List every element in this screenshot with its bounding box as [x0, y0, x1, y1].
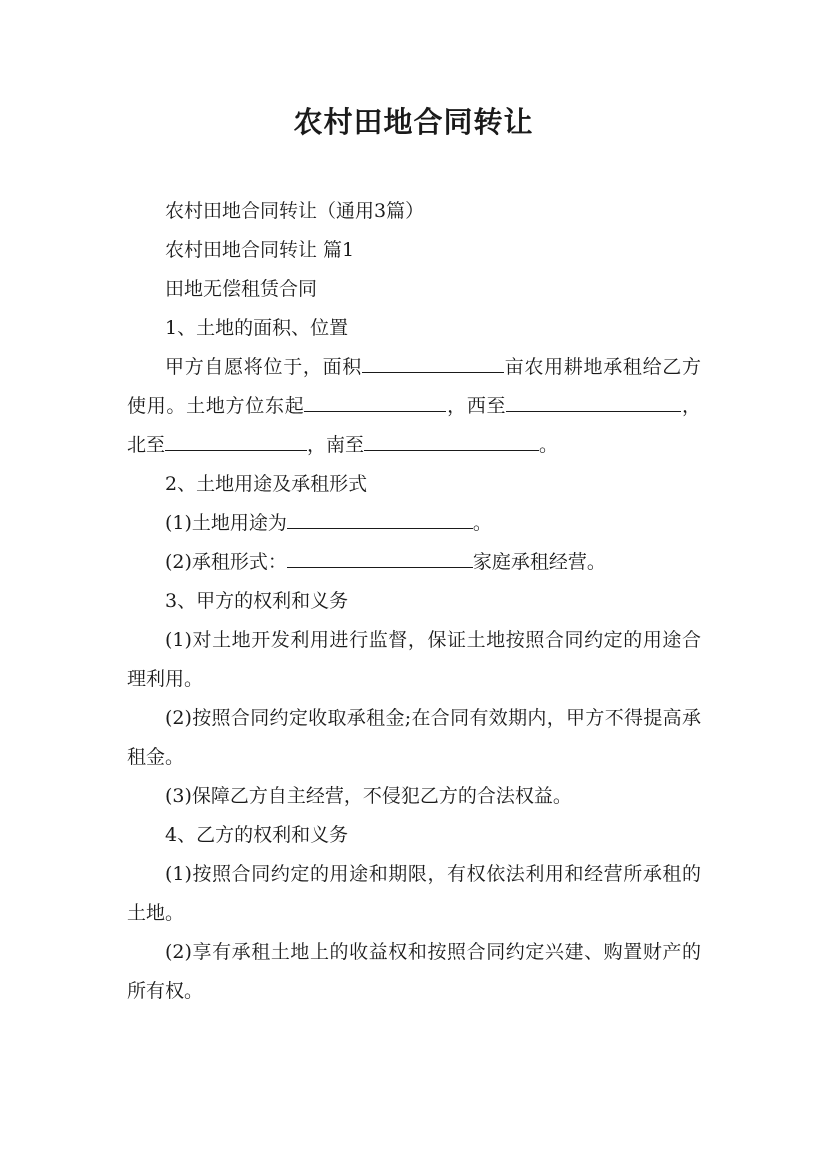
section-3-heading: 3、甲方的权利和义务	[165, 590, 349, 612]
section-3-item-3: (3)保障乙方自主经营，不侵犯乙方的合法权益。	[165, 785, 572, 807]
intro-line: 农村田地合同转让（通用3篇）	[165, 200, 425, 222]
contract-name: 田地无偿租赁合同	[165, 278, 318, 300]
s2-item2-end: 家庭承租经营。	[472, 551, 606, 573]
s1-text-e: ，南至	[307, 434, 365, 456]
east-boundary-blank	[304, 387, 446, 412]
south-boundary-blank	[364, 426, 539, 451]
section-4-heading: 4、乙方的权利和义务	[165, 824, 349, 846]
s1-text-a: 甲方自愿将位于，面积	[165, 356, 362, 378]
area-blank	[362, 348, 504, 373]
section-4-item-2: (2)享有承租土地上的收益权和按照合同约定兴建、购置财产的所有权。	[127, 941, 701, 1002]
document-body	[127, 192, 701, 1011]
part-heading: 农村田地合同转让 篇1	[165, 239, 355, 261]
section-2-item-2	[127, 543, 701, 582]
s2-item2-label: (2)承租形式：	[165, 551, 287, 573]
lease-form-blank	[287, 543, 473, 568]
land-use-blank	[287, 504, 473, 529]
s1-text-c: ，西至	[446, 395, 507, 417]
north-boundary-blank	[165, 426, 307, 451]
s1-text-d: ，北至	[127, 395, 701, 456]
s2-item1-label: (1)土地用途为	[165, 512, 287, 534]
section-2-item-1	[127, 504, 701, 543]
s1-text-f: 。	[539, 434, 559, 456]
section-2-heading: 2、土地用途及承租形式	[165, 473, 368, 495]
section-4-item-1: (1)按照合同约定的用途和期限，有权依法利用和经营所承租的土地。	[127, 863, 701, 924]
section-1-paragraph	[127, 348, 701, 465]
document-title: 农村田地合同转让	[293, 105, 534, 139]
section-3-item-2: (2)按照合同约定收取承租金;在合同有效期内，甲方不得提高承租金。	[127, 707, 701, 768]
section-1-heading: 1、土地的面积、位置	[165, 317, 349, 339]
s1-text-b: 亩农用耕地承租给乙方使用。土地方位东起	[127, 356, 701, 417]
s2-item1-end: 。	[472, 512, 492, 534]
section-3-item-1: (1)对土地开发利用进行监督，保证土地按照合同约定的用途合理利用。	[127, 629, 701, 690]
west-boundary-blank	[506, 387, 681, 412]
